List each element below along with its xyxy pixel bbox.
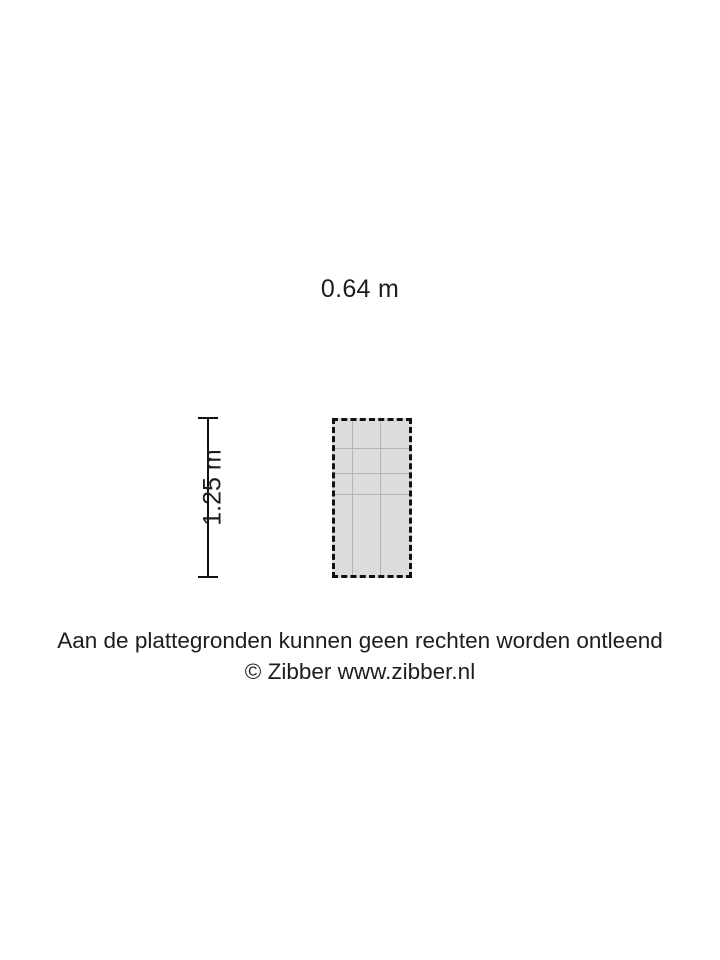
room-grid-line-horizontal xyxy=(335,473,409,474)
room-grid-line-horizontal xyxy=(335,448,409,449)
disclaimer-line-2: © Zibber www.zibber.nl xyxy=(244,659,476,684)
room-outline xyxy=(332,418,412,578)
room-grid-line-vertical xyxy=(352,421,353,575)
room-grid-line-horizontal xyxy=(335,494,409,495)
room-grid-line-vertical xyxy=(380,421,381,575)
disclaimer-line-1: Aan de plattegronden kunnen geen rechten worden ontleend xyxy=(57,628,663,653)
disclaimer xyxy=(0,625,720,687)
floorplan-room xyxy=(332,418,412,578)
width-dimension-label: 0.64 m xyxy=(320,275,400,303)
height-dimension-label: 1.25 m xyxy=(198,449,227,526)
height-dimension xyxy=(185,415,231,580)
dimension-cap-bottom-icon xyxy=(198,576,218,578)
